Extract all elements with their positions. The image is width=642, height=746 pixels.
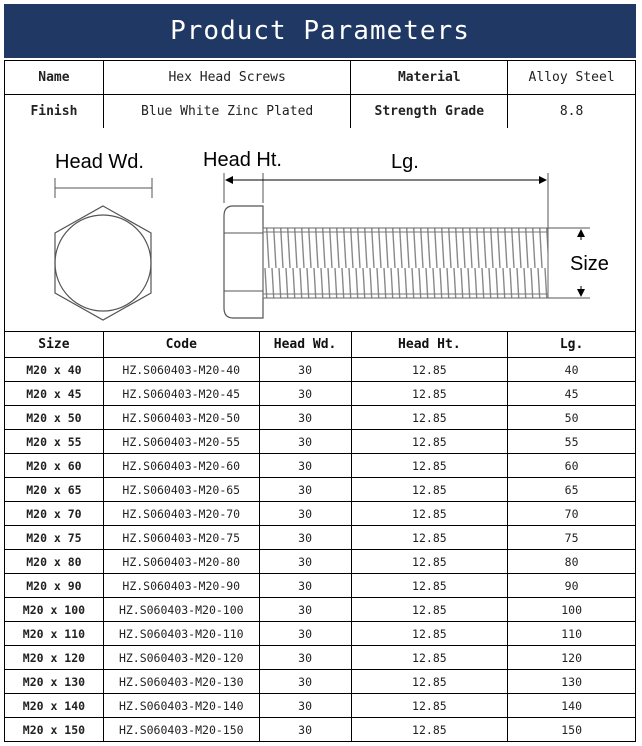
- cell-head-wd: 30: [259, 526, 351, 550]
- cell-lg: 50: [508, 406, 636, 430]
- cell-head-ht: 12.85: [351, 622, 508, 646]
- cell-code: HZ.S060403-M20-75: [103, 526, 259, 550]
- header-head-wd: Head Wd.: [259, 332, 351, 358]
- table-row: [5, 718, 636, 742]
- cell-code: HZ.S060403-M20-150: [103, 718, 259, 742]
- size-label: Size: [570, 253, 609, 275]
- name-value: Hex Head Screws: [103, 61, 351, 95]
- cell-head-wd: 30: [259, 646, 351, 670]
- cell-size: M20 x 50: [5, 406, 104, 430]
- header-code: Code: [103, 332, 259, 358]
- table-row: [5, 358, 636, 382]
- table-row: [5, 478, 636, 502]
- params-row-finish: [5, 95, 636, 129]
- cell-lg: 130: [508, 670, 636, 694]
- cell-size: M20 x 65: [5, 478, 104, 502]
- cell-head-wd: 30: [259, 454, 351, 478]
- cell-head-ht: 12.85: [351, 670, 508, 694]
- cell-lg: 65: [508, 478, 636, 502]
- head-wd-label: Head Wd.: [55, 151, 144, 173]
- cell-head-wd: 30: [259, 694, 351, 718]
- cell-code: HZ.S060403-M20-70: [103, 502, 259, 526]
- cell-size: M20 x 70: [5, 502, 104, 526]
- cell-head-ht: 12.85: [351, 430, 508, 454]
- cell-lg: 120: [508, 646, 636, 670]
- cell-code: HZ.S060403-M20-110: [103, 622, 259, 646]
- page-title: Product Parameters: [4, 4, 636, 58]
- cell-head-wd: 30: [259, 598, 351, 622]
- cell-size: M20 x 100: [5, 598, 104, 622]
- cell-size: M20 x 130: [5, 670, 104, 694]
- cell-code: HZ.S060403-M20-80: [103, 550, 259, 574]
- cell-size: M20 x 140: [5, 694, 104, 718]
- cell-lg: 90: [508, 574, 636, 598]
- cell-code: HZ.S060403-M20-130: [103, 670, 259, 694]
- cell-size: M20 x 120: [5, 646, 104, 670]
- cell-lg: 150: [508, 718, 636, 742]
- cell-head-wd: 30: [259, 574, 351, 598]
- cell-head-wd: 30: [259, 550, 351, 574]
- table-row: [5, 502, 636, 526]
- cell-head-ht: 12.85: [351, 502, 508, 526]
- cell-head-wd: 30: [259, 502, 351, 526]
- material-value: Alloy Steel: [508, 61, 636, 95]
- cell-code: HZ.S060403-M20-120: [103, 646, 259, 670]
- cell-lg: 45: [508, 382, 636, 406]
- grade-value: 8.8: [508, 95, 636, 129]
- table-row: [5, 550, 636, 574]
- cell-head-ht: 12.85: [351, 478, 508, 502]
- cell-head-ht: 12.85: [351, 550, 508, 574]
- cell-head-wd: 30: [259, 382, 351, 406]
- cell-head-ht: 12.85: [351, 454, 508, 478]
- cell-size: M20 x 150: [5, 718, 104, 742]
- head-ht-label: Head Ht.: [203, 149, 282, 171]
- cell-size: M20 x 75: [5, 526, 104, 550]
- cell-code: HZ.S060403-M20-100: [103, 598, 259, 622]
- cell-code: HZ.S060403-M20-60: [103, 454, 259, 478]
- table-row: [5, 430, 636, 454]
- table-row: [5, 694, 636, 718]
- cell-size: M20 x 40: [5, 358, 104, 382]
- cell-size: M20 x 110: [5, 622, 104, 646]
- finish-value: Blue White Zinc Plated: [103, 95, 351, 129]
- cell-head-wd: 30: [259, 622, 351, 646]
- table-row: [5, 406, 636, 430]
- cell-head-wd: 30: [259, 478, 351, 502]
- finish-label: Finish: [5, 95, 104, 129]
- cell-size: M20 x 55: [5, 430, 104, 454]
- cell-lg: 60: [508, 454, 636, 478]
- bolt-side-icon: [224, 206, 548, 318]
- bolt-diagram: [4, 128, 636, 332]
- cell-code: HZ.S060403-M20-140: [103, 694, 259, 718]
- material-label: Material: [351, 61, 508, 95]
- cell-lg: 110: [508, 622, 636, 646]
- table-row: [5, 574, 636, 598]
- name-label: Name: [5, 61, 104, 95]
- cell-head-wd: 30: [259, 358, 351, 382]
- cell-lg: 140: [508, 694, 636, 718]
- dimensions-table: [4, 331, 636, 742]
- table-row: [5, 382, 636, 406]
- table-row: [5, 646, 636, 670]
- cell-lg: 40: [508, 358, 636, 382]
- parameters-table: [4, 60, 636, 129]
- cell-lg: 80: [508, 550, 636, 574]
- cell-code: HZ.S060403-M20-40: [103, 358, 259, 382]
- cell-head-ht: 12.85: [351, 358, 508, 382]
- params-row-name: [5, 61, 636, 95]
- cell-head-ht: 12.85: [351, 574, 508, 598]
- cell-code: HZ.S060403-M20-55: [103, 430, 259, 454]
- cell-code: HZ.S060403-M20-90: [103, 574, 259, 598]
- cell-head-ht: 12.85: [351, 598, 508, 622]
- cell-head-ht: 12.85: [351, 646, 508, 670]
- hex-head-icon: [55, 178, 152, 320]
- cell-head-wd: 30: [259, 718, 351, 742]
- cell-lg: 75: [508, 526, 636, 550]
- cell-size: M20 x 90: [5, 574, 104, 598]
- cell-head-ht: 12.85: [351, 526, 508, 550]
- table-row: [5, 622, 636, 646]
- cell-head-wd: 30: [259, 406, 351, 430]
- header-head-ht: Head Ht.: [351, 332, 508, 358]
- table-row: [5, 598, 636, 622]
- cell-head-wd: 30: [259, 670, 351, 694]
- cell-lg: 70: [508, 502, 636, 526]
- table-header-row: [5, 332, 636, 358]
- cell-code: HZ.S060403-M20-45: [103, 382, 259, 406]
- cell-code: HZ.S060403-M20-50: [103, 406, 259, 430]
- table-row: [5, 526, 636, 550]
- cell-head-ht: 12.85: [351, 718, 508, 742]
- bolt-diagram-svg: [5, 128, 635, 331]
- header-lg: Lg.: [508, 332, 636, 358]
- cell-code: HZ.S060403-M20-65: [103, 478, 259, 502]
- cell-size: M20 x 80: [5, 550, 104, 574]
- table-row: [5, 670, 636, 694]
- cell-head-ht: 12.85: [351, 694, 508, 718]
- table-body: [5, 358, 636, 742]
- table-row: [5, 454, 636, 478]
- cell-head-wd: 30: [259, 430, 351, 454]
- lg-label: Lg.: [391, 151, 419, 173]
- header-size: Size: [5, 332, 104, 358]
- cell-head-ht: 12.85: [351, 382, 508, 406]
- grade-label: Strength Grade: [351, 95, 508, 129]
- cell-size: M20 x 45: [5, 382, 104, 406]
- cell-lg: 100: [508, 598, 636, 622]
- cell-head-ht: 12.85: [351, 406, 508, 430]
- cell-size: M20 x 60: [5, 454, 104, 478]
- cell-lg: 55: [508, 430, 636, 454]
